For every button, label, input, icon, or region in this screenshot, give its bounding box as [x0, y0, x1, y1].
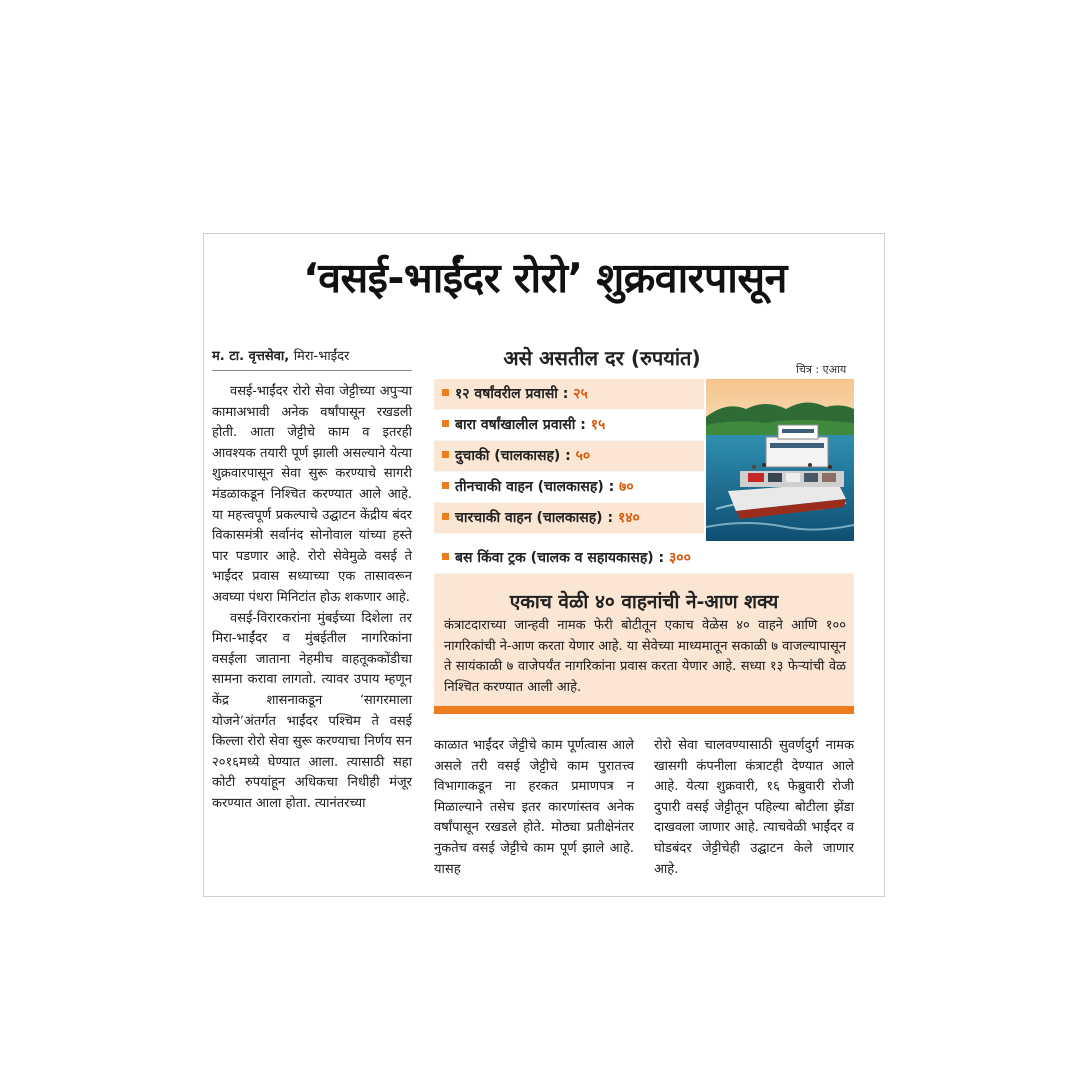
- article-column-1: [212, 382, 412, 814]
- rate-row: [434, 441, 704, 472]
- rate-label: चारचाकी वाहन (चालकासह) :: [455, 510, 618, 526]
- rate-row: [434, 543, 854, 574]
- ferry-photo: [706, 379, 854, 541]
- byline: [212, 346, 412, 371]
- rate-row: [434, 410, 704, 441]
- news-clipping: [203, 233, 885, 897]
- bullet-icon: [442, 513, 449, 520]
- paragraph: काळात भाईंदर जेट्टीचे काम पूर्णत्वास आले असले तरी वसई जेट्टीचे काम पुरातत्त्व विभागाकडून ना हरकत प्रमाणपत्र न मिळाल्याने तसेच इतर कारणांस्तव अनेक वर्षांपासून रखडले होते. मोठ्या प्रतीक्षेनंतर नुकतेच वसई जेट्टीचे काम पूर्ण झाले आहे. यासह: [434, 738, 634, 877]
- info-accent-bar: [434, 706, 854, 714]
- rate-amount: ७०: [619, 479, 634, 495]
- rate-label: तीनचाकी वाहन (चालकासह) :: [455, 479, 620, 495]
- rate-amount: १५: [590, 417, 606, 433]
- rate-label: १२ वर्षांवरील प्रवासी :: [455, 386, 574, 402]
- rates-list: [434, 379, 704, 534]
- rate-amount: ३००: [669, 550, 691, 566]
- info-title: एकाच वेळी ४० वाहनांची ने-आण शक्य: [509, 591, 779, 613]
- rate-label: बस किंवा ट्रक (चालक व सहायकासह) :: [455, 550, 670, 566]
- info-box: [434, 574, 854, 706]
- article-column-3: [654, 736, 854, 880]
- info-body: कंत्राटदाराच्या जान्हवी नामक फेरी बोटीतून एकाच वेळेस ४० वाहने आणि १०० नागरिकांची ने-आण करता येणार आहे. या सेवेच्या माध्यमातून सकाळी ७ वाजल्यापासून ते सायंकाळी ७ वाजेपर्यंत नागरिकांना प्रवास करता येणार आहे. सध्या १३ फेऱ्यांची वेळ निश्चित करण्यात आली आहे.: [444, 618, 846, 695]
- rates-title: असे असतील दर (रुपयांत): [503, 346, 701, 370]
- paragraph: वसई-विरारकरांना मुंबईच्या दिशेला तर मिरा-भाईंदर व मुंबईतील नागरिकांना वसईला जाताना नेहमीच वाहतूककोंडीचा सामना करावा लागतो. त्यावर उपाय म्हणून केंद्र शासनाकडून ‘सागरमाला योजने’अंतर्गत भाईंदर पश्चिम ते वसई किल्ला रोरो सेवा सुरू करण्याचा निर्णय सन २०१६मध्ये घेण्यात आला. त्यासाठी सहा कोटी रुपयांहून अधिकचा निधीही मंजूर करण्यात आला होता. त्यानंतरच्या: [212, 610, 412, 811]
- rate-label: बारा वर्षांखालील प्रवासी :: [455, 417, 591, 433]
- rates-list-last: [434, 543, 854, 574]
- article-column-2: [434, 736, 634, 880]
- rate-amount: २५: [573, 386, 588, 402]
- rate-amount: ५०: [575, 448, 591, 464]
- bullet-icon: [442, 420, 449, 427]
- byline-place: मिरा-भाईंदर: [293, 349, 350, 364]
- bullet-icon: [442, 389, 449, 396]
- paragraph: रोरो सेवा चालवण्यासाठी सुवर्णदुर्ग नामक खासगी कंपनीला कंत्राटही देण्यात आले आहे. येत्या शुक्रवारी, १६ फेब्रुवारी रोजी दुपारी वसई जेट्टीतून पहिल्या बोटीला झेंडा दाखवला जाणार आहे. त्याचवेळी भाईंदर व घोडबंदर जेट्टीचेही उद्घाटन केले जाणार आहे.: [654, 738, 854, 877]
- bullet-icon: [442, 553, 449, 560]
- rate-amount: १४०: [617, 510, 640, 526]
- bullet-icon: [442, 451, 449, 458]
- rate-label: दुचाकी (चालकासह) :: [455, 448, 576, 464]
- bullet-icon: [442, 482, 449, 489]
- image-credit: चित्र : एआय: [796, 363, 847, 376]
- paragraph: वसई-भाईंदर रोरो सेवा जेट्टीच्या अपुऱ्या कामाअभावी अनेक वर्षांपासून रखडली होती. आता जेट्टीचे काम व इतरही आवश्यक तयारी पूर्ण झाली असल्याने येत्या शुक्रवारपासून सेवा सुरू करण्याचे सागरी मंडळाकडून निश्चित करण्यात आले आहे. या महत्त्वपूर्ण प्रकल्पाचे उद्घाटन केंद्रीय बंदर विकासमंत्री सर्वानंद सोनोवाल यांच्या हस्ते पार पडणार आहे. रोरो सेवेमुळे वसई ते भाईंदर प्रवास सध्याच्या एक तासावरून अवघ्या पंधरा मिनिटांत होऊ शकणार आहे.: [212, 384, 412, 605]
- ferry-illustration: [706, 379, 854, 541]
- rate-row: [434, 503, 704, 534]
- byline-agency: म. टा. वृत्तसेवा,: [212, 349, 290, 364]
- rate-row: [434, 379, 704, 410]
- headline: ‘वसई-भाईंदर रोरो’ शुक्रवारपासून: [303, 254, 787, 302]
- rate-row: [434, 472, 704, 503]
